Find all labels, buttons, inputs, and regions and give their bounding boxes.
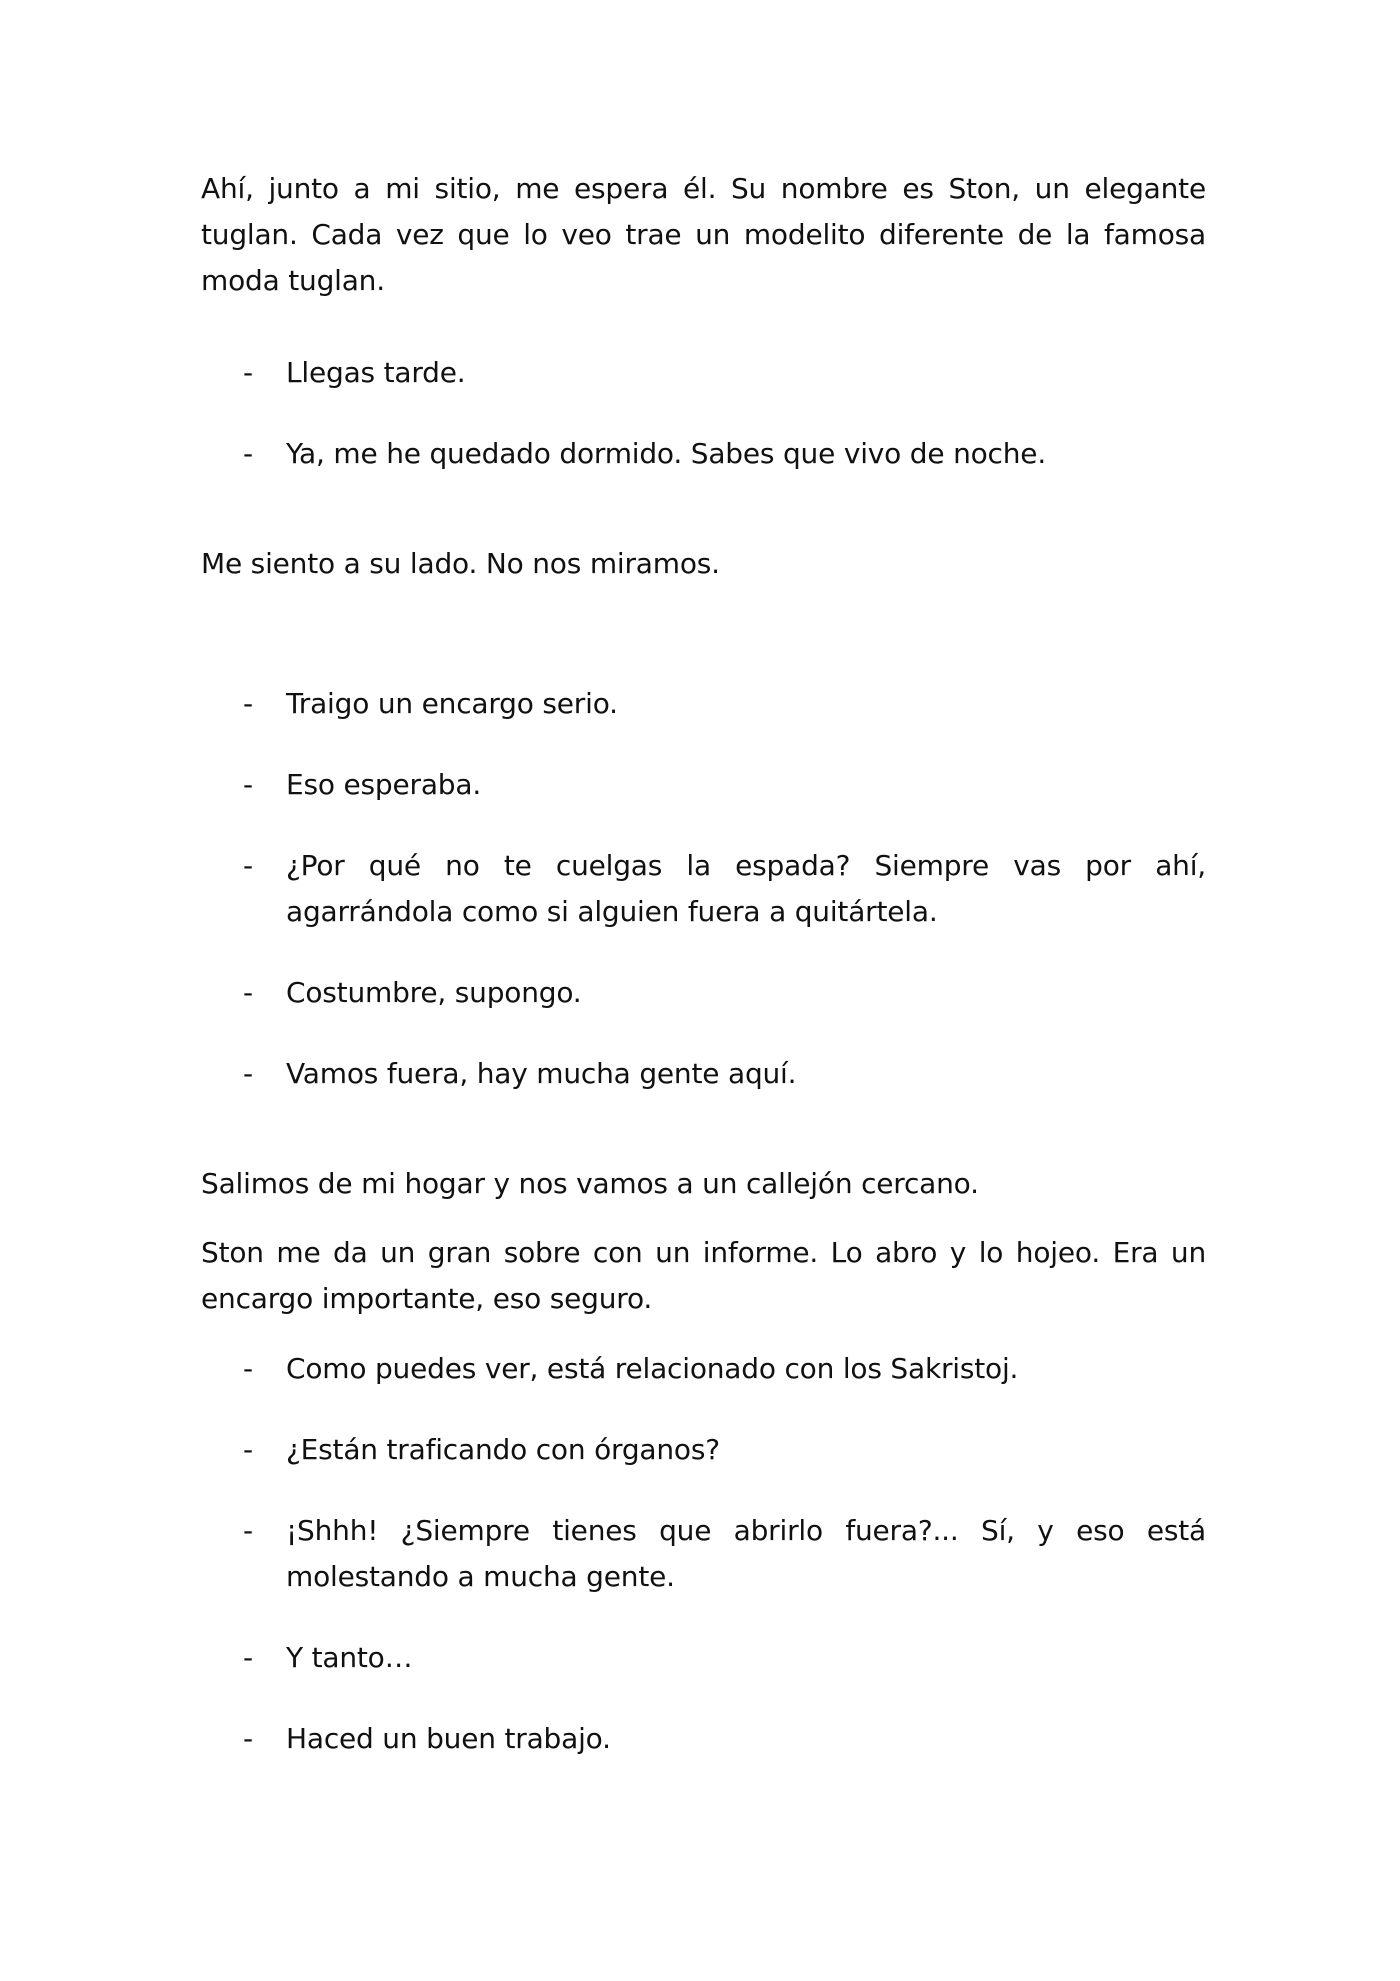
dialogue-dash: - — [243, 768, 253, 801]
dialogue-text: Y tanto… — [286, 1641, 413, 1674]
paragraph-narration: Me siento a su lado. No nos miramos. — [201, 547, 720, 580]
paragraph-ston-intro: Ahí, junto a mi sitio, me espera él. Su nombre es Ston, un elegante tuglan. Cada vez que lo veo trae un modelito diferente de la famosa moda tuglan. — [201, 172, 1206, 297]
dialogue-text: Traigo un encargo serio. — [286, 687, 618, 720]
dialogue-line — [201, 1716, 1206, 1762]
dialogue-line — [201, 1427, 1206, 1473]
dialogue-line — [201, 1508, 1206, 1600]
dialogue-line — [201, 970, 1206, 1016]
dialogue-line — [201, 1051, 1206, 1097]
paragraph-narration: Salimos de mi hogar y nos vamos a un callejón cercano. — [201, 1167, 979, 1200]
dialogue-line — [201, 1346, 1206, 1392]
dialogue-dash: - — [243, 1514, 253, 1547]
dialogue-dash: - — [243, 1722, 253, 1755]
dialogue-text: Vamos fuera, hay mucha gente aquí. — [286, 1057, 797, 1090]
dialogue-dash: - — [243, 356, 253, 389]
dialogue-line — [201, 843, 1206, 935]
dialogue-dash: - — [243, 1433, 253, 1466]
dialogue-text: Como puedes ver, está relacionado con los Sakristoj. — [286, 1352, 1019, 1385]
dialogue-line — [201, 762, 1206, 808]
dialogue-dash: - — [243, 1352, 253, 1385]
dialogue-text: ¿Por qué no te cuelgas la espada? Siempre vas por ahí, agarrándola como si alguien fuera a quitártela. — [286, 849, 1206, 928]
dialogue-text: ¡Shhh! ¿Siempre tienes que abrirlo fuera?... Sí, y eso está molestando a mucha gente. — [286, 1514, 1206, 1593]
dialogue-text: Eso esperaba. — [286, 768, 482, 801]
dialogue-dash: - — [243, 849, 253, 882]
dialogue-dash: - — [243, 1057, 253, 1090]
dialogue-text: Haced un buen trabajo. — [286, 1722, 611, 1755]
dialogue-dash: - — [243, 687, 253, 720]
dialogue-line — [201, 681, 1206, 727]
dialogue-text: Llegas tarde. — [286, 356, 466, 389]
dialogue-text: ¿Están traficando con órganos? — [286, 1433, 720, 1466]
dialogue-line — [201, 350, 1206, 396]
dialogue-dash: - — [243, 976, 253, 1009]
dialogue-dash: - — [243, 437, 253, 470]
dialogue-line — [201, 1635, 1206, 1681]
paragraph-narration: Ston me da un gran sobre con un informe. Lo abro y lo hojeo. Era un encargo importante, eso seguro. — [201, 1236, 1206, 1315]
dialogue-text: Costumbre, supongo. — [286, 976, 582, 1009]
dialogue-dash: - — [243, 1641, 253, 1674]
dialogue-line — [201, 431, 1206, 477]
dialogue-text: Ya, me he quedado dormido. Sabes que vivo de noche. — [286, 437, 1047, 470]
